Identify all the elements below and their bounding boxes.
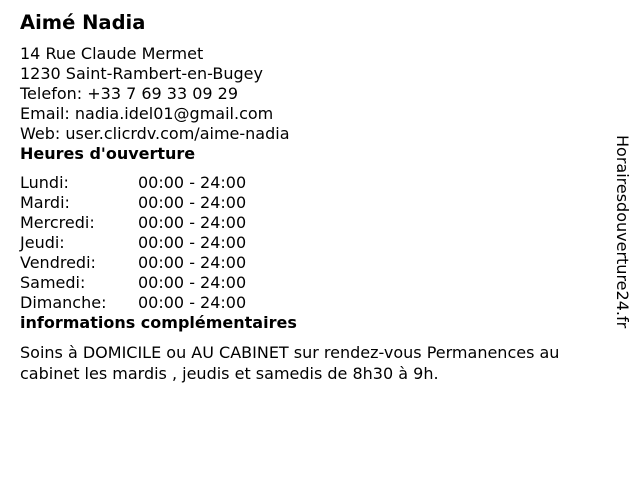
business-card bbox=[20, 10, 620, 384]
day-label: Dimanche: bbox=[20, 293, 107, 312]
address-block bbox=[20, 44, 620, 144]
email-line[interactable]: Email: nadia.idel01@gmail.com bbox=[20, 104, 274, 123]
web-line[interactable]: Web: user.clicrdv.com/aime-nadia bbox=[20, 124, 290, 143]
business-name: Aimé Nadia bbox=[20, 11, 146, 34]
time-range: 00:00 - 24:00 bbox=[138, 233, 247, 252]
time-range: 00:00 - 24:00 bbox=[138, 253, 247, 272]
hours-row-wednesday bbox=[20, 213, 620, 233]
info-description: Soins à DOMICILE ou AU CABINET sur rendez-vous Permanences au cabinet les mardis , jeudis et samedis de 8h30 à 9h. bbox=[20, 343, 560, 383]
time-range: 00:00 - 24:00 bbox=[138, 213, 247, 232]
time-range: 00:00 - 24:00 bbox=[138, 193, 247, 212]
hours-row-tuesday bbox=[20, 193, 620, 213]
street-address: 14 Rue Claude Mermet bbox=[20, 44, 204, 63]
hours-row-thursday bbox=[20, 233, 620, 253]
day-label: Mercredi: bbox=[20, 213, 95, 232]
hours-row-sunday bbox=[20, 293, 620, 313]
hours-row-friday bbox=[20, 253, 620, 273]
hours-heading: Heures d'ouverture bbox=[20, 144, 196, 163]
city-address: 1230 Saint-Rambert-en-Bugey bbox=[20, 64, 263, 83]
hours-row-monday bbox=[20, 173, 620, 193]
info-heading: informations complémentaires bbox=[20, 313, 297, 332]
day-label: Vendredi: bbox=[20, 253, 96, 272]
day-label: Samedi: bbox=[20, 273, 86, 292]
day-label: Mardi: bbox=[20, 193, 70, 212]
hours-table bbox=[20, 173, 620, 313]
time-range: 00:00 - 24:00 bbox=[138, 273, 247, 292]
day-label: Lundi: bbox=[20, 173, 69, 192]
time-range: 00:00 - 24:00 bbox=[138, 293, 247, 312]
day-label: Jeudi: bbox=[20, 233, 65, 252]
phone-line[interactable]: Telefon: +33 7 69 33 09 29 bbox=[20, 84, 239, 103]
time-range: 00:00 - 24:00 bbox=[138, 173, 247, 192]
hours-row-saturday bbox=[20, 273, 620, 293]
site-watermark: Horairesdouverture24.fr bbox=[613, 135, 632, 329]
